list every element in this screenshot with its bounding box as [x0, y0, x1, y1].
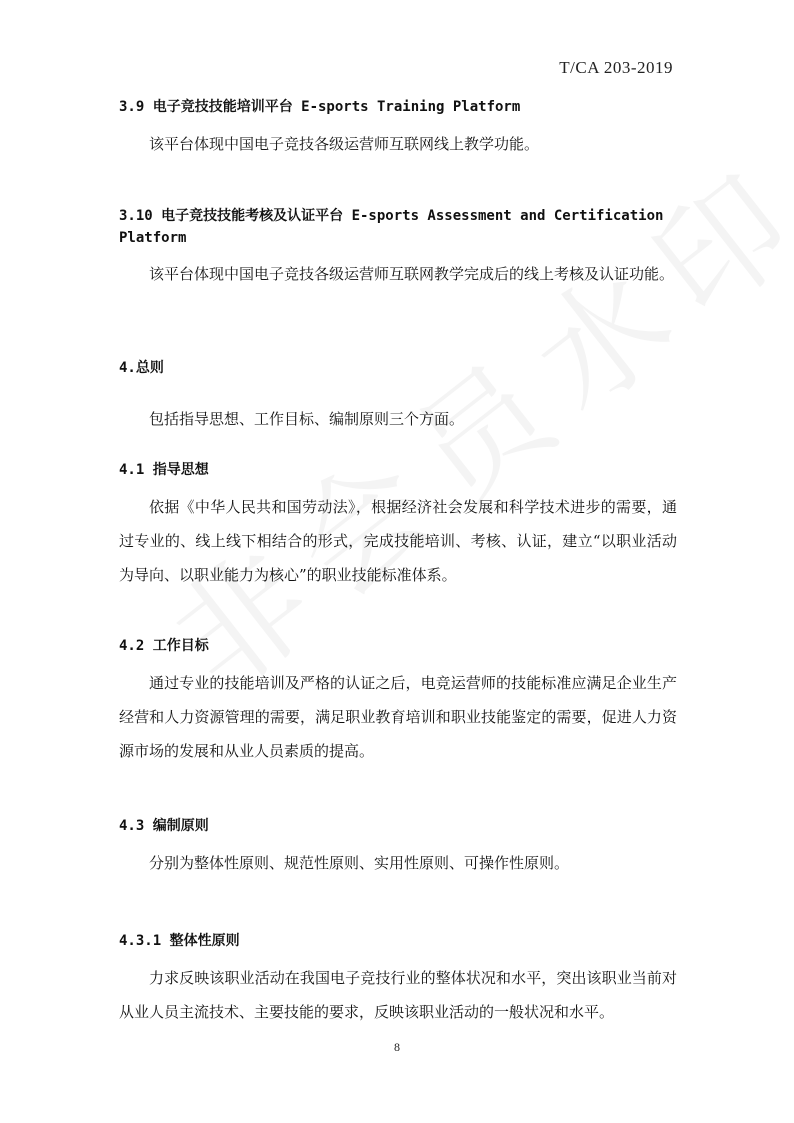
- section-body-4: 包括指导思想、工作目标、编制原则三个方面。: [149, 410, 465, 428]
- section-body-3-10: 该平台体现中国电子竞技各级运营师互联网教学完成后的线上考核及认证功能。: [149, 265, 675, 283]
- section-heading-4: 4.总则: [119, 360, 164, 376]
- section-heading-4-2: 4.2 工作目标: [119, 638, 209, 654]
- section-body-4-1: 依据《中华人民共和国劳动法》，根据经济社会发展和科学技术进步的需要，通过专业的、线上线下相结合的形式，完成技能培训、考核、认证，建立“以职业活动为导向、以职业能力为核心”的职业技能标准体系。: [119, 498, 677, 584]
- section-body-4-3-1: 力求反映该职业活动在我国电子竞技行业的整体状况和水平，突出该职业当前对从业人员主流技术、主要技能的要求，反映该职业活动的一般状况和水平。: [119, 969, 677, 1021]
- section-body-4-2: 通过专业的技能培训及严格的认证之后，电竞运营师的技能标准应满足企业生产经营和人力资源管理的需要，满足职业教育培训和职业技能鉴定的需要，促进人力资源市场的发展和从业人员素质的提高。: [119, 674, 677, 760]
- section-body-4-3: 分别为整体性原则、规范性原则、实用性原则、可操作性原则。: [149, 854, 570, 872]
- section-heading-3-10: 3.10 电子竞技技能考核及认证平台 E-sports Assessment and Certification Platform: [119, 208, 664, 246]
- page-number: 8: [394, 1040, 400, 1054]
- section-heading-4-3-1: 4.3.1 整体性原则: [119, 933, 240, 949]
- section-body-3-9: 该平台体现中国电子竞技各级运营师互联网线上教学功能。: [149, 135, 540, 153]
- section-heading-4-1: 4.1 指导思想: [119, 462, 209, 478]
- document-code: T/CA 203-2019: [559, 58, 673, 77]
- section-heading-3-9: 3.9 电子竞技技能培训平台 E-sports Training Platform: [119, 99, 521, 115]
- section-heading-4-3: 4.3 编制原则: [119, 818, 209, 834]
